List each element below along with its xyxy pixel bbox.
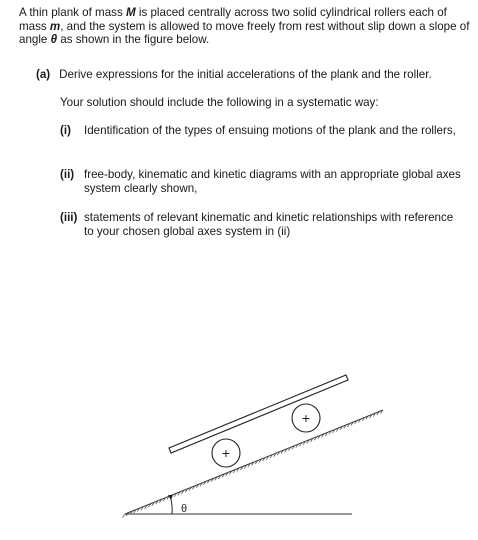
angle-variable: θ [50,33,58,47]
roller-upper-center-mark: + [301,410,311,426]
list-item-text: statements of relevant kinematic and kinetic relationships with reference to your chosen global axes system in (ii) [84,211,454,238]
intro-text-2: is placed centrally across two solid cylindrical rollers each of mass [19,6,447,33]
intro-text-4: as shown in the figure below. [57,33,210,47]
mass-roller-variable: m [49,19,61,33]
list-item-text: free-body, kinematic and kinetic diagrams with an appropriate global axes system clearly shown, [84,168,461,195]
part-a-instruction: Your solution should include the following in a systematic way: [60,96,379,109]
part-a-label: (a) [36,68,51,81]
angle-label: θ [181,503,188,515]
intro-text-3: , and the system is allowed to move freely from rest without slip down a slope of angle [19,19,470,47]
roller-lower-center-mark: + [221,445,231,461]
list-item-label: (ii) [60,168,75,181]
list-item-label: (iii) [60,211,78,224]
intro-text-1: A thin plank of mass [19,6,126,19]
part-a-text: Derive expressions for the initial accelerations of the plank and the roller. [59,68,432,81]
list-item-text: Identification of the types of ensuing motions of the plank and the rollers, [84,124,456,137]
mass-plank-variable: M [125,6,136,19]
list-item-label: (i) [60,124,71,137]
plank [169,375,348,453]
